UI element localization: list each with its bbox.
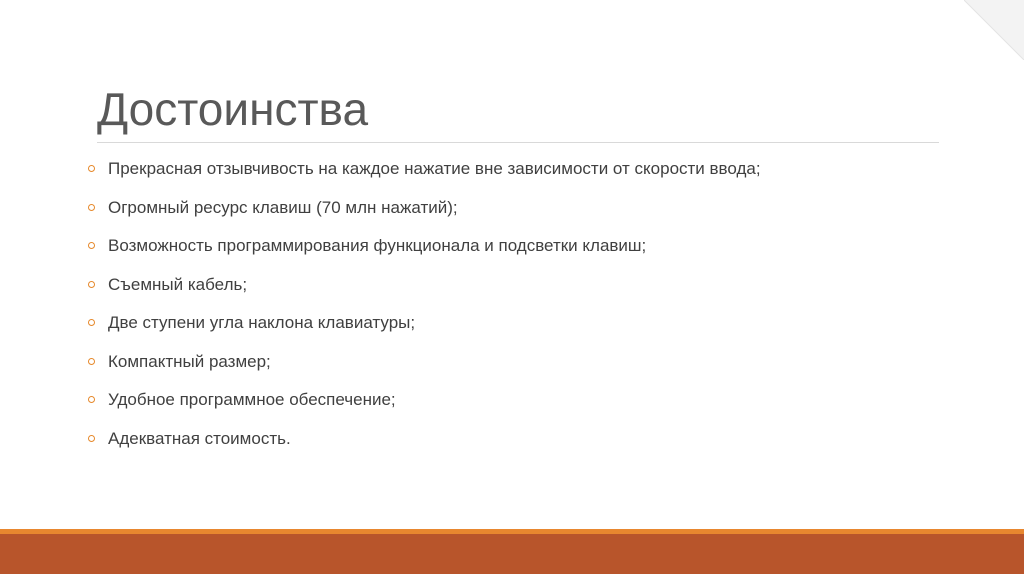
hollow-circle-icon bbox=[88, 242, 95, 249]
page-curl-icon bbox=[964, 0, 1024, 60]
bullet-text: Компактный размер; bbox=[108, 351, 271, 371]
hollow-circle-icon bbox=[88, 165, 95, 172]
footer-band bbox=[0, 529, 1024, 574]
hollow-circle-icon bbox=[88, 435, 95, 442]
hollow-circle-icon bbox=[88, 204, 95, 211]
bullet-text: Прекрасная отзывчивость на каждое нажатие вне зависимости от скорости ввода; bbox=[108, 159, 761, 178]
title-divider bbox=[97, 142, 939, 143]
hollow-circle-icon bbox=[88, 319, 95, 326]
bullet-text: Съемный кабель; bbox=[108, 274, 248, 294]
bullet-text: Две ступени угла наклона клавиатуры; bbox=[108, 313, 416, 332]
hollow-circle-icon bbox=[88, 358, 95, 365]
bullet-text: Возможность программирования функционала и подсветки клавиш; bbox=[108, 236, 647, 255]
bullet-text: Удобное программное обеспечение; bbox=[108, 390, 396, 409]
slide-title: Достоинства bbox=[97, 83, 369, 135]
footer-accent-stripe bbox=[0, 529, 1024, 534]
hollow-circle-icon bbox=[88, 281, 95, 288]
bullet-text: Огромный ресурс клавиш (70 млн нажатий); bbox=[108, 197, 458, 217]
bullet-text: Адекватная стоимость. bbox=[108, 428, 291, 448]
hollow-circle-icon bbox=[88, 396, 95, 403]
